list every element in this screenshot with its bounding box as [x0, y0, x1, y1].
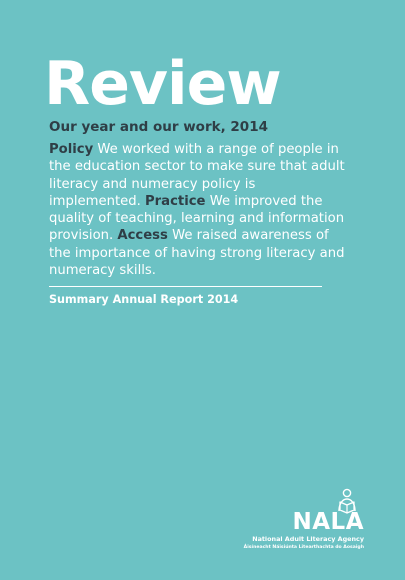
logo-irish-name: Áisíneacht Náisiúnta Litearthachta do Aosaigh	[243, 545, 364, 550]
keyword-practice: Practice	[145, 193, 206, 209]
keyword-access: Access	[117, 228, 168, 244]
nala-logo	[240, 488, 370, 560]
logo-agency-name: National Adult Literacy Agency	[252, 535, 364, 543]
summary-label: Summary Annual Report 2014	[49, 293, 239, 306]
keyword-policy: Policy	[49, 142, 94, 157]
cover-title: Review	[44, 49, 281, 119]
logo-wordmark: NALA	[292, 509, 364, 535]
divider-line	[49, 286, 322, 287]
policy-text: We worked with a range of people in the education sector to make sure that adult literacy and numeracy policy is implemented.	[49, 142, 345, 209]
access-text: We raised awareness of the importance of having strong literacy and numeracy skills.	[49, 228, 345, 279]
practice-text: We improved the quality of teaching, learning and information provision.	[49, 193, 345, 244]
cover-subtitle: Our year and our work, 2014	[49, 119, 268, 135]
cover-paragraph	[49, 141, 349, 279]
